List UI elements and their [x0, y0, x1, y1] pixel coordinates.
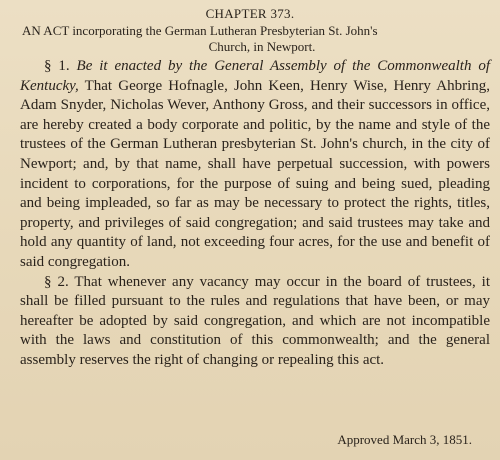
section-2-text: That whenever any vacancy may occur in the board of trustees, it shall be filled pursuant to the rules and regulations that have been, or may hereafter be adopted by said congregation, and which are not incompatible with the laws and constitution of this commonwealth; and the general assembly reserves the right of changing or repealing this act.: [20, 273, 490, 368]
act-title-line-1: AN ACT incorporating the German Lutheran Presbyterian St. John's: [22, 23, 378, 38]
section-1-enacting-clause: Be it enacted by the General Assembly of the Commonwealth of Kentucky,: [20, 58, 491, 94]
section-1-number: § 1.: [44, 58, 70, 74]
section-2-number: § 2.: [44, 273, 69, 290]
act-title: [22, 23, 492, 55]
section-2: [20, 273, 490, 371]
act-body: [20, 57, 490, 371]
section-1: [20, 57, 490, 273]
chapter-heading: CHAPTER 373.: [205, 6, 295, 21]
approval-date: Approved March 3, 1851.: [337, 432, 472, 447]
act-title-line-2: Church, in Newport.: [208, 39, 316, 54]
section-1-text: That George Hofnagle, John Keen, Henry Wise, Henry Ahbring, Adam Snyder, Nicholas Wever, Anthony Gross, and their successors in office, are hereby created a body corporate and politic, by the name and style of the trustees of the German Lutheran presbyterian St. John's church, in the city of Newport; and, by that name, shall have perpetual succession, with powers incident to corporations, for the purpose of suing and being sued, pleading and being impleaded, so far as may be necessary to protect the rights, titles, property, and privileges of said congregation; and said trustees may take and hold any quantity of land, not exceeding four acres, for the use and benefit of said congregation.: [20, 77, 490, 270]
